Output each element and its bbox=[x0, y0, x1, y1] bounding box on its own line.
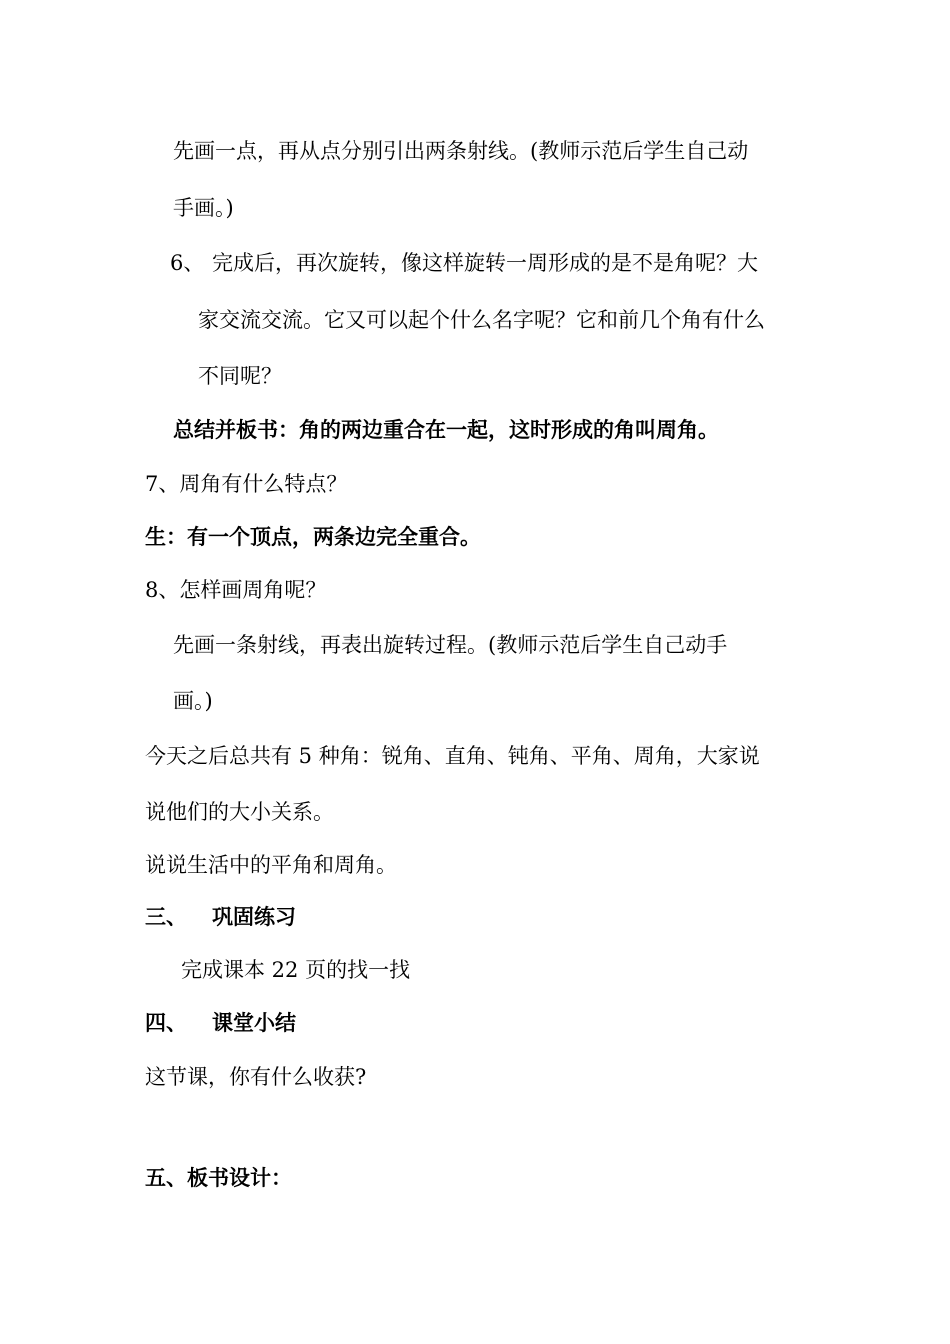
text-line: 说说生活中的平角和周角。 bbox=[145, 853, 397, 877]
text-line: 先画一点，再从点分别引出两条射线。(教师示范后学生自己动 bbox=[173, 139, 749, 163]
text-line: 家交流交流。它又可以起个什么名字呢？它和前几个角有什么 bbox=[198, 308, 765, 332]
text-line: 说他们的大小关系。 bbox=[145, 800, 334, 824]
list-number: 6、 bbox=[170, 251, 205, 275]
text-line: 8、怎样画周角呢？ bbox=[145, 578, 327, 602]
text-line: 手画。) bbox=[173, 196, 234, 220]
text-line: 不同呢？ bbox=[198, 364, 282, 388]
text-line: 7、周角有什么特点？ bbox=[145, 472, 348, 496]
text-line: 今天之后总共有 5 种角：锐角、直角、钝角、平角、周角，大家说 bbox=[145, 744, 760, 768]
section-heading: 课堂小结 bbox=[212, 1010, 296, 1035]
text-line: 先画一条射线，再表出旋转过程。(教师示范后学生自己动手 bbox=[173, 633, 728, 657]
section-heading: 五、板书设计： bbox=[145, 1165, 292, 1190]
text-line: 这节课，你有什么收获? bbox=[145, 1065, 367, 1089]
section-number: 三、 bbox=[145, 904, 187, 929]
section-number: 四、 bbox=[145, 1010, 187, 1035]
summary-line: 总结并板书：角的两边重合在一起，这时形成的角叫周角。 bbox=[173, 417, 719, 442]
text-line: 完成课本 22 页的找一找 bbox=[181, 958, 411, 982]
text-line: 完成后，再次旋转，像这样旋转一周形成的是不是角呢？大 bbox=[212, 251, 758, 275]
section-heading: 巩固练习 bbox=[212, 904, 296, 929]
text-line: 画。) bbox=[173, 689, 213, 713]
student-answer: 生：有一个顶点，两条边完全重合。 bbox=[145, 524, 481, 549]
